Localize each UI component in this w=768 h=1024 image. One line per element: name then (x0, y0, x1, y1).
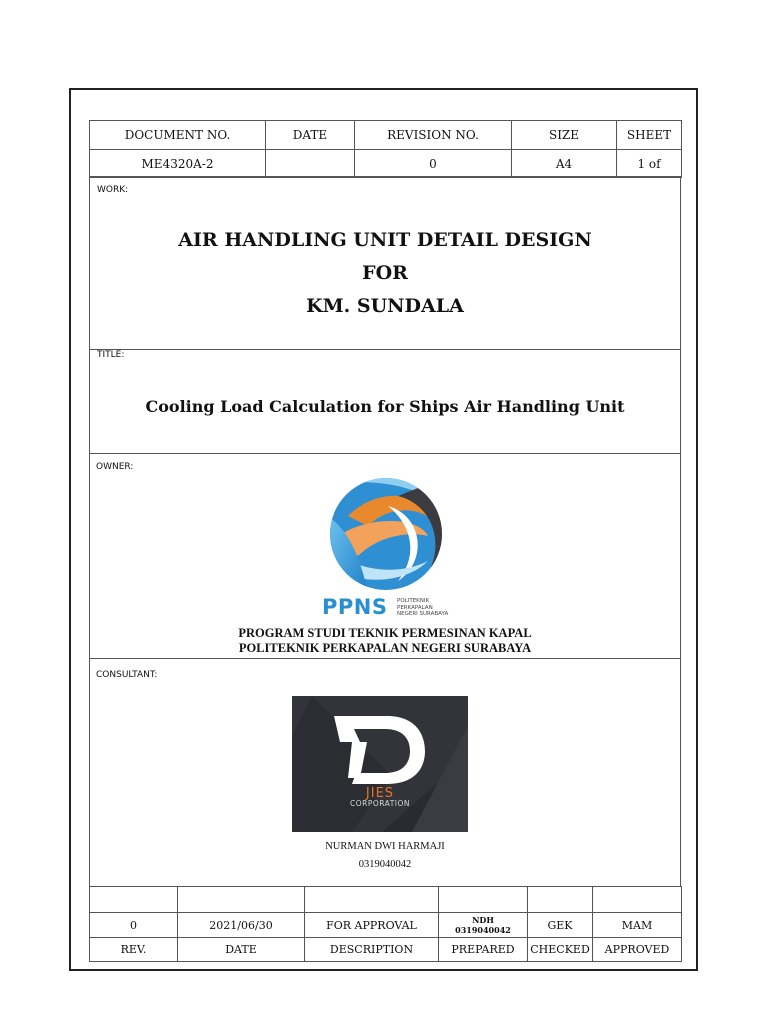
revision-rev-value: 0 (90, 913, 178, 938)
work-label: WORK: (97, 185, 129, 195)
header-sheet-value: 1 of (617, 150, 682, 178)
jies-logo (292, 696, 468, 832)
revision-footer-row (90, 938, 682, 962)
header-size-value: A4 (512, 150, 617, 178)
jies-logo-graphic (292, 696, 468, 832)
ppns-globe-logo (328, 476, 444, 592)
jies-logo-name: JIES (365, 786, 395, 801)
ppns-logo-text: PPNS (322, 595, 388, 619)
consultant-person-name: NURMAN DWI HARMAJI (325, 841, 445, 852)
consultant-label: CONSULTANT: (96, 670, 158, 680)
revision-description-label: DESCRIPTION (305, 938, 439, 962)
owner-label: OWNER: (96, 462, 134, 472)
header-date-label: DATE (266, 121, 355, 150)
header-revision-label: REVISION NO. (355, 121, 512, 150)
revision-date-value: 2021/06/30 (178, 913, 305, 938)
owner-institution-name: POLITEKNIK PERKAPALAN NEGERI SURABAYA (238, 641, 532, 655)
title-label: TITLE: (97, 350, 125, 360)
revision-data-row (90, 913, 682, 938)
revision-approved-label: APPROVED (593, 938, 682, 962)
header-sheet-label: SHEET (617, 121, 682, 150)
revision-prepared-value (439, 913, 528, 938)
revision-blank-row (90, 887, 682, 913)
work-title-line2: FOR (362, 262, 408, 284)
header-doc-no-value: ME4320A-2 (90, 150, 266, 178)
revision-checked-value: GEK (528, 913, 593, 938)
header-size-label: SIZE (512, 121, 617, 150)
revision-rev-label: REV. (90, 938, 178, 962)
jies-logo-subtext: CORPORATION (349, 799, 411, 808)
revision-prepared-label: PREPARED (439, 938, 528, 962)
revision-table (89, 886, 682, 962)
revision-date-label: DATE (178, 938, 305, 962)
revision-description-value: FOR APPROVAL (305, 913, 439, 938)
document-title: Cooling Load Calculation for Ships Air Handling Unit (145, 397, 625, 416)
revision-checked-label: CHECKED (528, 938, 593, 962)
revision-prepared-id: 0319040042 (455, 925, 511, 935)
owner-program-name: PROGRAM STUDI TEKNIK PERMESINAN KAPAL (238, 626, 532, 640)
ppns-logo-subtext: POLITEKNIK PERKAPALAN NEGERI SURABAYA (397, 598, 449, 617)
header-revision-value: 0 (355, 150, 512, 178)
document-header-table (89, 120, 682, 178)
consultant-person-id: 0319040042 (358, 859, 412, 870)
header-doc-no-label: DOCUMENT NO. (90, 121, 266, 150)
revision-approved-value: MAM (593, 913, 682, 938)
work-title-line3: KM. SUNDALA (306, 295, 464, 317)
header-date-value (266, 150, 355, 178)
work-title-line1: AIR HANDLING UNIT DETAIL DESIGN (178, 229, 592, 251)
revision-prepared-name: NDH (472, 915, 494, 925)
